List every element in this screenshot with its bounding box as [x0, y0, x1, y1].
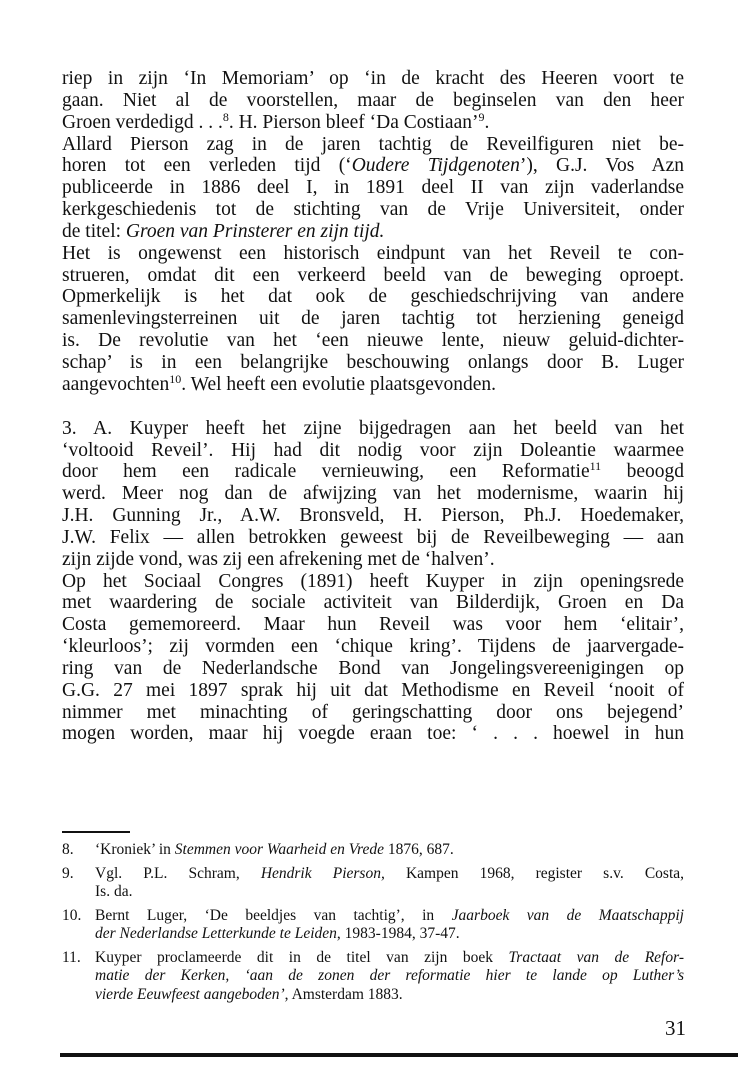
- footnote-number: 9.: [62, 864, 74, 882]
- footnote-number: 10.: [62, 906, 82, 924]
- footnote-text: [95, 907, 684, 944]
- text-run: met waardering de sociale activiteit van Bilderdijk, Groen en Da: [62, 592, 684, 614]
- text-line: [62, 199, 684, 221]
- text-run: J.W. Felix — allen betrokken geweest bij de Reveilbeweging — aan: [62, 526, 684, 548]
- text-run: schap’ is in een belangrijke beschouwing onlangs door B. Luger: [62, 351, 684, 373]
- page-number: 31: [665, 1016, 686, 1040]
- footnote-text: [95, 865, 684, 902]
- text-run: .: [484, 111, 490, 133]
- footnote-reference[interactable]: 10: [169, 371, 182, 386]
- text-line: [62, 155, 684, 177]
- text-run: Op het Sociaal Congres (1891) heeft Kuyper in zijn openingsrede: [62, 570, 684, 592]
- text-run: strueren, omdat dit een verkeerd beeld van de beweging oproept.: [62, 264, 684, 286]
- text-run: ’), G.J. Vos Azn: [519, 155, 685, 177]
- italic-text: Stemmen voor Waarheid en Vrede: [174, 841, 384, 858]
- footnote-text: [95, 949, 684, 1005]
- italic-text: Tractaat van de Refor-: [508, 948, 684, 966]
- footnote: [62, 949, 684, 1005]
- text-line: [62, 723, 684, 745]
- text-run: riep in zijn ‘In Memoriam’ op ‘in de kracht des Heeren voort te: [62, 68, 684, 89]
- footnote: [62, 841, 684, 860]
- text-line: [62, 680, 684, 702]
- text-run: gaan. Niet al de voorstellen, maar de beginselen van den heer: [62, 89, 684, 111]
- text-line: [95, 986, 684, 1005]
- text-run: kerkgeschiedenis tot de stichting van de Vrije Universiteit, onder: [62, 199, 684, 221]
- text-line: [95, 841, 684, 860]
- text-run: Vgl. P.L. Schram,: [95, 864, 261, 882]
- text-line: [62, 592, 684, 614]
- text-run: publiceerde in 1886 deel I, in 1891 deel II van zijn vaderlandse: [62, 177, 684, 199]
- text-line: [62, 636, 684, 658]
- text-run: , 1983-1984, 37-47.: [336, 925, 460, 942]
- italic-text: Oudere Tijdgenoten: [351, 155, 520, 177]
- text-run: Groen verdedigd . . .: [62, 111, 223, 133]
- text-line: [62, 90, 684, 112]
- text-run: . H. Pierson bleef ‘Da Costiaan’: [228, 111, 479, 133]
- footnote-text: [95, 841, 684, 860]
- text-run: Opmerkelijk is het dat ook de geschiedschrijving van andere: [62, 286, 684, 308]
- text-line: [62, 221, 684, 243]
- text-line: [95, 865, 684, 884]
- text-run: , Amsterdam 1883.: [284, 985, 403, 1003]
- text-run: samenlevingsterreinen uit de jaren tachtig tot herziening geneigd: [62, 308, 684, 330]
- text-run: ‘voltooid Reveil’. Hij had dit nodig voor zijn Doleantie waarmee: [62, 439, 684, 461]
- paragraph: [62, 134, 684, 243]
- text-run: nimmer met minachting of geringschatting door ons bejegend’: [62, 701, 684, 723]
- text-run: beoogd: [601, 461, 684, 483]
- italic-text: Groen van Prinsterer en zijn tijd.: [125, 220, 385, 242]
- italic-text: Jaarboek van de Maatschappij: [451, 906, 684, 924]
- text-run: Het is ongewenst een historisch eindpunt van het Reveil te con-: [62, 242, 684, 264]
- text-run: horen tot een verleden tijd (‘: [62, 155, 352, 177]
- text-line: [62, 461, 684, 483]
- paragraph: [62, 243, 684, 396]
- text-line: [62, 483, 684, 505]
- footnote: [62, 907, 684, 944]
- text-run: Bernt Luger, ‘De beeldjes van tachtig’, in: [95, 906, 452, 924]
- text-line: [62, 109, 684, 134]
- text-run: mogen worden, maar hij voegde eraan toe: ‘ . . . hoewel in hun: [62, 723, 684, 745]
- italic-text: Hendrik Pierson,: [260, 864, 385, 882]
- paragraph: [62, 571, 684, 746]
- text-line: [62, 658, 684, 680]
- text-run: ‘kleurloos’; zij vormden een ‘chique kring’. Tijdens de jaarvergade-: [62, 636, 684, 658]
- text-run: werd. Meer nog dan de afwijzing van het modernisme, waarin hij: [62, 483, 684, 505]
- text-line: [62, 571, 684, 593]
- text-run: ‘Kroniek’ in: [95, 841, 175, 858]
- text-run: Allard Pierson zag in de jaren tachtig de Reveilfiguren niet be-: [62, 133, 684, 155]
- footnote-reference[interactable]: 9: [478, 109, 485, 124]
- text-line: [62, 68, 684, 90]
- paragraph: [62, 418, 684, 571]
- text-run: is. De revolutie van het ‘een nieuwe lente, nieuw geluid-dichter-: [62, 330, 684, 352]
- footnote-number: 8.: [62, 841, 74, 858]
- text-line: [62, 177, 684, 199]
- text-line: [95, 925, 684, 944]
- text-line: [95, 949, 684, 968]
- text-line: [62, 440, 684, 462]
- text-run: G.G. 27 mei 1897 sprak hij uit dat Methodisme en Reveil ‘nooit of: [62, 679, 684, 701]
- text-line: [62, 549, 684, 571]
- text-line: [95, 883, 684, 902]
- text-run: J.H. Gunning Jr., A.W. Bronsveld, H. Pierson, Ph.J. Hoedemaker,: [62, 505, 684, 527]
- text-line: [62, 330, 684, 352]
- text-run: door hem een radicale vernieuwing, een Reformatie: [62, 461, 590, 483]
- text-run: . Wel heeft een evolutie plaatsgevonden.: [181, 373, 497, 395]
- text-line: [62, 614, 684, 636]
- footnote: [62, 865, 684, 902]
- text-run: Is. da.: [95, 883, 133, 900]
- text-line: [62, 265, 684, 287]
- text-run: zijn zijde vond, was zij een afrekening met de ‘halven’.: [62, 548, 495, 570]
- body-text: [62, 68, 684, 745]
- text-line: [62, 527, 684, 549]
- text-line: [62, 134, 684, 156]
- text-line: [62, 308, 684, 330]
- text-line: [62, 286, 684, 308]
- text-line: [62, 418, 684, 440]
- text-run: Kampen 1968, register s.v. Costa,: [384, 864, 685, 882]
- text-line: [62, 352, 684, 374]
- italic-text: vierde Eeuwfeest aangeboden’: [95, 985, 285, 1003]
- text-run: Kuyper proclameerde dit in de titel van zijn boek: [95, 948, 509, 966]
- italic-text: der Nederlandse Letterkunde te Leiden: [95, 925, 337, 942]
- text-line: [95, 967, 684, 986]
- footnote-divider: [62, 831, 130, 833]
- text-run: ring van de Nederlandsche Bond van Jongelingsvereenigingen op: [62, 657, 684, 679]
- footnote-reference[interactable]: 11: [589, 459, 602, 474]
- text-run: 3. A. Kuyper heeft het zijne bijgedragen aan het beeld van het: [62, 417, 684, 439]
- text-run: 1876, 687.: [384, 841, 454, 858]
- text-line: [62, 243, 684, 265]
- text-run: aangevochten: [62, 373, 170, 395]
- paragraph: [62, 68, 684, 134]
- text-line: [95, 907, 684, 926]
- footnote-reference[interactable]: 8: [222, 109, 229, 124]
- text-line: [62, 371, 684, 396]
- footnote-number: 11.: [62, 948, 81, 966]
- text-run: de titel:: [62, 220, 126, 242]
- text-run: Costa gememoreerd. Maar hun Reveil was voor hem ‘elitair’,: [62, 614, 684, 636]
- footnotes: [62, 841, 684, 1009]
- page-bottom-rule: [60, 1053, 738, 1057]
- italic-text: matie der Kerken, ‘aan de zonen der reformatie hier te lande op Luther’s: [95, 967, 684, 984]
- text-line: [62, 702, 684, 724]
- text-line: [62, 505, 684, 527]
